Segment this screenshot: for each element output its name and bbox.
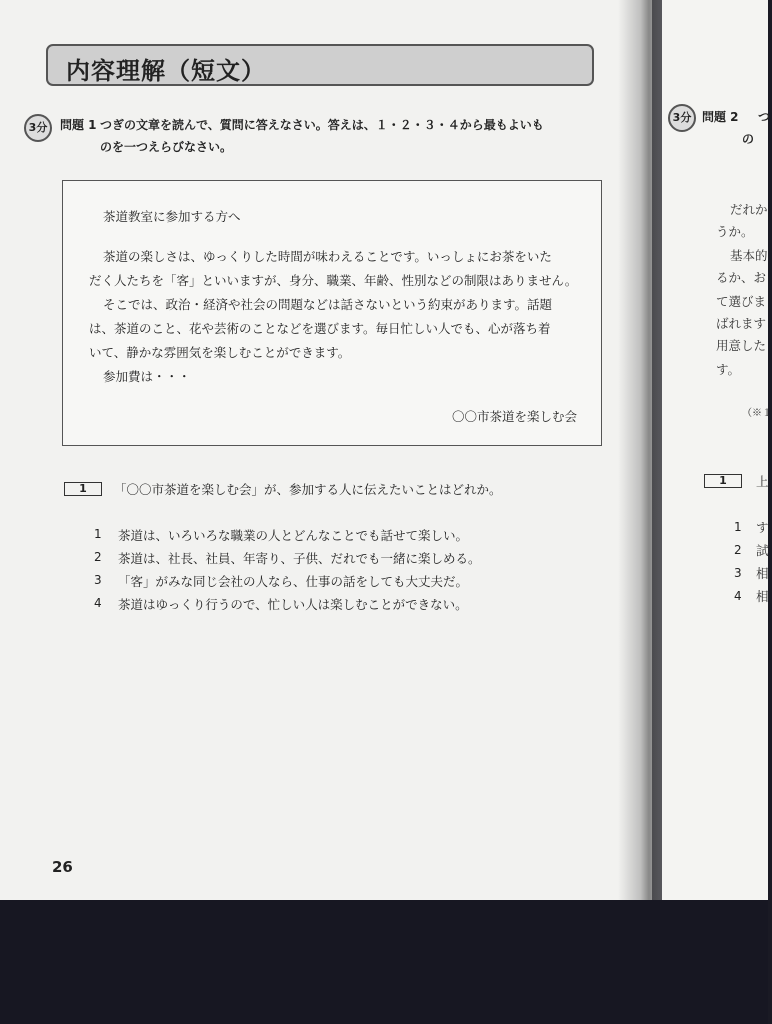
option-number: 4 <box>94 596 102 610</box>
instruction-line-2: の <box>742 132 755 146</box>
passage-signature: 〇〇市茶道を楽しむ会 <box>451 409 577 424</box>
passage-line: 基本的 <box>730 248 768 263</box>
passage-line: て選びま <box>716 294 767 309</box>
section-title: 内容理解（短文） <box>66 57 266 85</box>
passage-line: は、茶道のこと、花や芸術のことなどを選びます。毎日忙しい人でも、心が落ち着 <box>89 321 551 336</box>
sub-question-text: 「〇〇市茶道を楽しむ会」が、参加する人に伝えたいことはどれか。 <box>114 482 502 497</box>
scanner-background <box>0 900 768 1024</box>
passage-line: うか。 <box>716 224 754 239</box>
option-number: 3 <box>734 566 742 580</box>
timer-icon: 3分 <box>668 104 696 132</box>
passage-line: す。 <box>716 362 741 377</box>
sub-question-number: 1 <box>64 482 102 496</box>
passage-line: 茶道の楽しさは、ゆっくりした時間が味わえることです。いっしょにお茶をいた <box>103 249 552 264</box>
option-text: 「客」がみな同じ会社の人なら、仕事の話をしても大丈夫だ。 <box>118 574 469 589</box>
sub-question-number: 1 <box>704 474 742 488</box>
instruction-line-1: つ <box>758 110 771 124</box>
sub-question-text: 上 <box>756 474 769 489</box>
passage-line: 参加費は・・・ <box>103 369 191 384</box>
option-number: 3 <box>94 573 102 587</box>
page-number: 26 <box>52 858 73 876</box>
passage-line: るか、お <box>716 270 767 285</box>
passage-line: ばれます <box>716 316 767 331</box>
option-text: す <box>756 520 769 535</box>
option-text: 茶道はゆっくり行うので、忙しい人は楽しむことができない。 <box>118 597 468 612</box>
instruction-line-2: のを一つえらびなさい。 <box>100 140 233 154</box>
passage-heading: 茶道教室に参加する方へ <box>103 209 241 224</box>
passage-line: いて、静かな雰囲気を楽しむことができます。 <box>89 345 351 360</box>
option-text: 相 <box>756 589 769 604</box>
option-text: 茶道は、いろいろな職業の人とどんなことでも話せて楽しい。 <box>118 528 469 543</box>
instruction-line-1: つぎの文章を読んで、質問に答えなさい。答えは、１・２・３・４から最もよいも <box>100 118 544 132</box>
right-page <box>662 0 772 900</box>
passage-line: だれか <box>730 202 768 217</box>
option-text: 試 <box>756 543 769 558</box>
section-title-box <box>46 44 594 86</box>
passage-line: そこでは、政治・経済や社会の問題などは話さないという約束があります。話題 <box>103 297 553 312</box>
option-number: 1 <box>734 520 742 534</box>
passage-line: 用意した <box>716 338 767 353</box>
timer-icon: 3分 <box>24 114 52 142</box>
question-label: 問題 2 <box>702 110 739 124</box>
book-gutter-shadow <box>618 0 668 900</box>
option-number: 4 <box>734 589 742 603</box>
option-number: 2 <box>94 550 102 564</box>
question-label: 問題 1 <box>60 118 97 132</box>
option-text: 相 <box>756 566 769 581</box>
option-text: 茶道は、社長、社員、年寄り、子供、だれでも一緒に楽しめる。 <box>118 551 481 566</box>
passage-box <box>62 180 602 446</box>
option-number: 2 <box>734 543 742 557</box>
footnote-mark: （※１ <box>742 408 772 419</box>
passage-line: だく人たちを「客」といいますが、身分、職業、年齢、性別などの制限はありません。 <box>89 273 578 288</box>
option-number: 1 <box>94 527 102 541</box>
